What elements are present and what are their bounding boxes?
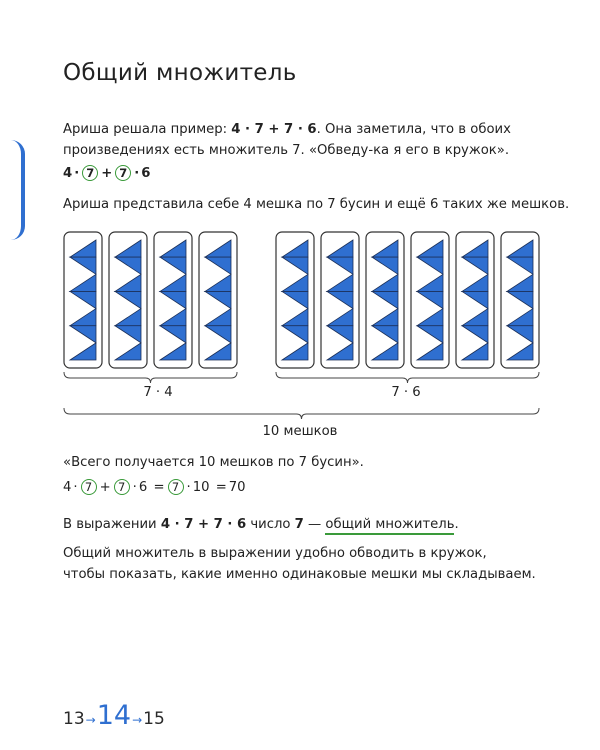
plus-operator: +: [101, 166, 113, 181]
total-label: 10 мешков: [262, 424, 338, 439]
story-text: Ариша представила себе 4 мешка по 7 бусин и ещё 6 таких же мешков.: [63, 197, 570, 212]
dot-operator: ·: [186, 480, 191, 495]
dot-operator: ·: [132, 480, 137, 495]
plus-operator: +: [99, 480, 111, 495]
total-brace: [64, 408, 539, 419]
conclusion-pre: В выражении: [63, 517, 161, 532]
factor: 4: [63, 166, 73, 181]
equals-sign: =: [215, 480, 227, 495]
explanation-line-1: Общий множитель в выражении удобно обводить в кружок,: [63, 546, 487, 561]
conclusion-number: 7: [294, 517, 304, 532]
dot-operator: ·: [73, 480, 78, 495]
result-text: «Всего получается 10 мешков по 7 бусин».: [63, 455, 364, 470]
intro-text-end: . Она заметила, что в обоих: [316, 122, 511, 137]
explanation-paragraph: [63, 543, 536, 585]
term-common-factor: общий множитель: [325, 517, 454, 535]
right-group-label: 7 · 6: [391, 385, 421, 400]
prev-page-number[interactable]: 13: [63, 709, 85, 729]
dot-operator: ·: [74, 166, 80, 181]
factor: 4: [63, 480, 72, 495]
conclusion-text: [63, 514, 459, 535]
intro-line-2: произведениях есть множитель 7. «Обведу-ка я его в кружок».: [63, 143, 510, 158]
arrow-right-icon: →: [85, 713, 96, 727]
factor: 6: [141, 166, 151, 181]
conclusion-end: .: [454, 517, 459, 532]
arrow-right-icon: →: [132, 713, 143, 727]
result-value: 70: [228, 480, 246, 495]
circled-factor: 7: [81, 479, 97, 495]
explanation-line-2: чтобы показать, какие именно одинаковые мешки мы складываем.: [63, 567, 536, 582]
circled-factor: 7: [114, 479, 130, 495]
circled-factor: 7: [82, 165, 98, 181]
calculation-expression: [63, 478, 246, 498]
conclusion-dash: —: [303, 517, 326, 532]
left-brace: [64, 372, 237, 383]
equals-sign: =: [153, 480, 165, 495]
next-page-number[interactable]: 15: [143, 709, 165, 729]
conclusion-mid: число: [246, 517, 295, 532]
circled-factor: 7: [168, 479, 184, 495]
circled-factor: 7: [115, 165, 131, 181]
intro-text: Ариша решала пример:: [63, 122, 232, 137]
factor: 6: [138, 480, 148, 495]
right-brace: [276, 372, 539, 383]
current-page-number: 14: [96, 700, 132, 731]
page-navigation: [63, 700, 165, 731]
dot-operator: ·: [134, 166, 140, 181]
conclusion-expression: 4 · 7 + 7 · 6: [160, 517, 247, 532]
page-title: Общий множитель: [63, 60, 297, 86]
intro-expression: 4 · 7 + 7 · 6: [231, 122, 317, 137]
left-group-label: 7 · 4: [143, 385, 173, 400]
factor: 10: [192, 480, 210, 495]
